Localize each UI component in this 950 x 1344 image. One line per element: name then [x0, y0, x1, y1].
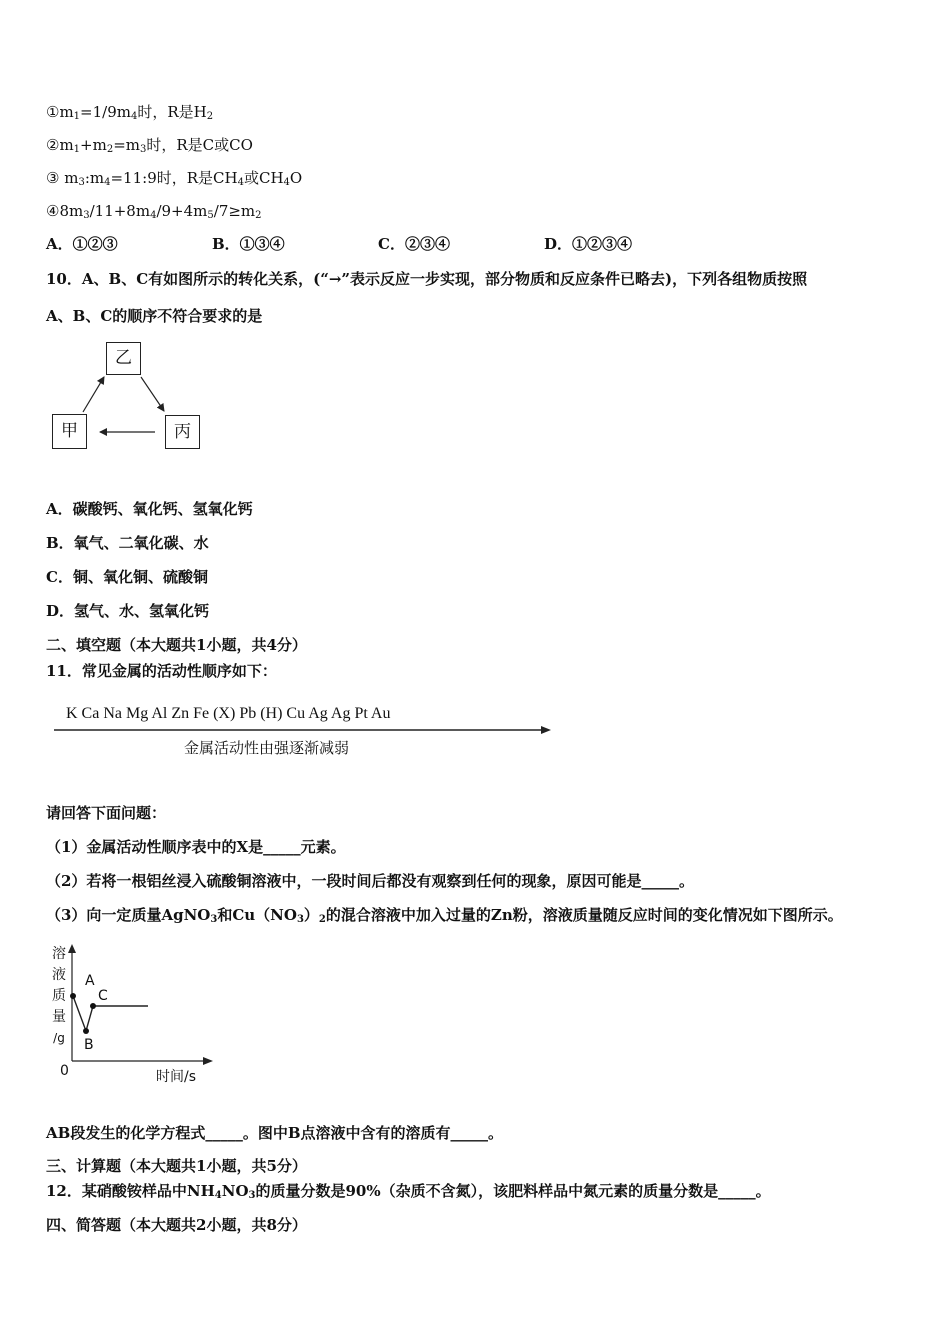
- graph-point-c: [90, 1003, 96, 1009]
- q10-stem-line2: A、B、C的顺序不符合要求的是: [46, 307, 263, 325]
- q11-part-2: （2）若将一根铝丝浸入硫酸铜溶液中，一段时间后都没有观察到任何的现象，原因可能是_____。: [46, 872, 694, 890]
- section-2-heading: 二、填空题（本大题共1小题，共4分）: [46, 636, 307, 654]
- q10-option-b: B．氧气、二氧化碳、水: [46, 534, 209, 552]
- q9-option-d: D．①②③④: [544, 235, 633, 253]
- diagram-box-top: 乙: [106, 342, 141, 375]
- section-3-heading: 三、计算题（本大题共1小题，共5分）: [46, 1157, 307, 1175]
- arrow-left-to-top: [83, 377, 104, 412]
- q11-part-1: （1）金属活动性顺序表中的X是_____元素。: [46, 838, 346, 856]
- graph-label-b: B: [84, 1037, 94, 1053]
- metal-list: K Ca Na Mg Al Zn Fe (X) Pb (H) Cu Ag Ag Pt Au: [66, 705, 391, 722]
- graph-point-b: [83, 1028, 89, 1034]
- arrow-top-to-right: [141, 377, 164, 411]
- q9-option-a: A．①②③: [46, 235, 118, 253]
- q11-part-3: （3）向一定质量AgNO$_3$和$Cu(NO_3)_2$的混合溶液中加入过量的Zn粉，溶液质量随反应时间的变化情况如下图所示。: [46, 906, 843, 925]
- q9-option-c: C．②③④: [378, 235, 450, 253]
- section-4-heading: 四、简答题（本大题共2小题，共8分）: [46, 1216, 307, 1234]
- graph-label-c: C: [98, 988, 108, 1004]
- graph-x-label: 时间/s: [156, 1069, 197, 1085]
- graph-curve: [73, 996, 148, 1031]
- q11-prompt: 请回答下面问题：: [46, 804, 167, 822]
- q9-options: [46, 234, 632, 254]
- q9-statement-3: ③ $m_3:m_4=11:9$时，R是$CH_4$或$CH_4O$: [46, 169, 303, 188]
- q10-stem-line1: 10．A、B、C有如图所示的转化关系，(“→”表示反应一步实现，部分物质和反应条件已略去)，下列各组物质按照: [46, 270, 808, 288]
- graph-origin: 0: [60, 1063, 69, 1079]
- q11-part-4: AB段发生的化学方程式_____。图中B点溶液中含有的溶质有_____。: [46, 1124, 503, 1142]
- diagram-box-left: 甲: [52, 414, 87, 449]
- activity-caption: 金属活动性由强逐渐减弱: [184, 739, 350, 757]
- graph-y-label: 溶 液 质 量 /g: [52, 946, 66, 1045]
- graph-point-a: [70, 993, 76, 999]
- q9-option-b: B．①③④: [212, 235, 285, 253]
- q12-stem: 12．某硝酸铵样品中$NH_4NO_3$的质量分数是90%（杂质不含氮），该肥料样品中氮元素的质量分数是_____。: [46, 1182, 771, 1201]
- graph-label-a: A: [85, 973, 95, 989]
- q9-statement-2: $②m_1+m_2=m_3$时，R是C或CO: [46, 136, 253, 155]
- q11-title: 11．常见金属的活动性顺序如下：: [46, 662, 277, 680]
- q10-option-d: D．氢气、水、氢氧化钙: [46, 602, 210, 620]
- diagram-box-right: 丙: [165, 415, 200, 449]
- q9-statement-4: $④8m_3/11+8m_4/9+4m_5/7\ge m_2$: [46, 202, 262, 221]
- q10-option-a: A．碳酸钙、氧化钙、氢氧化钙: [46, 500, 253, 518]
- q10-option-c: C．铜、氧化铜、硫酸铜: [46, 568, 208, 586]
- q9-statement-1: $①m_1=1/9m_4$时，R是$H_2$: [46, 103, 214, 122]
